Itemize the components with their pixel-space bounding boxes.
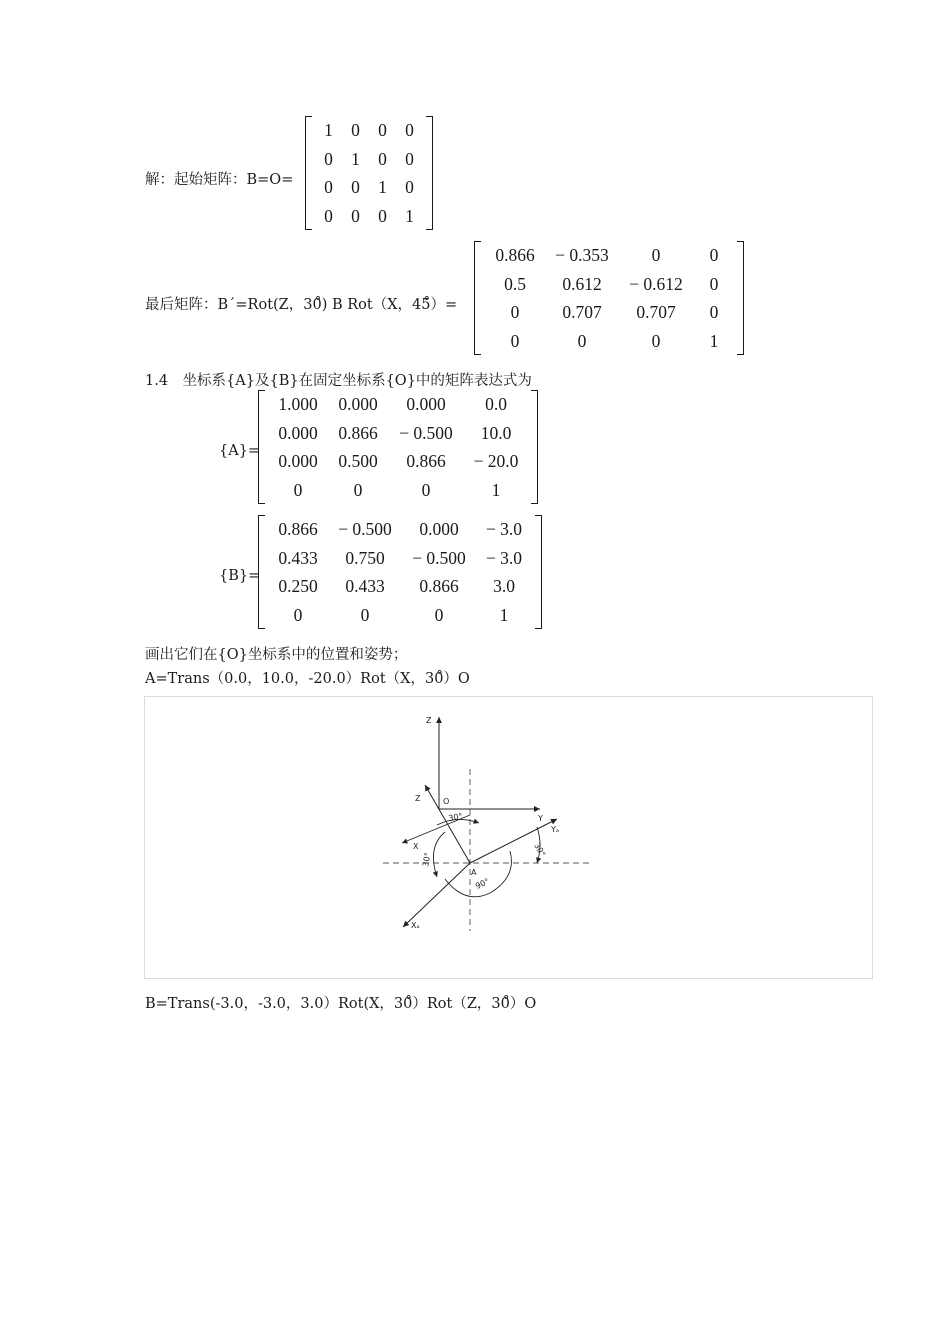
matrix-cell: 0.000 (278, 451, 318, 471)
problem-1-4-statement: 1.4 坐标系{A}及{B}在固定坐标系{O}中的矩阵表达式为 (145, 373, 532, 389)
matrix-cell: 0 (421, 479, 431, 500)
matrix-cell: − 0.353 (555, 245, 609, 265)
label-a: A (471, 868, 477, 877)
matrix-cell: − 20.0 (473, 451, 519, 471)
matrix-cell: 1 (709, 330, 719, 351)
matrix-cell: 0 (360, 604, 370, 625)
matrix-cell: 0.750 (345, 547, 385, 568)
a-matrix (258, 390, 538, 504)
matrix-cell: 0.612 (562, 273, 602, 294)
matrix-cell: 0 (405, 177, 414, 197)
matrix-cell: 0 (577, 330, 587, 351)
matrix-cell: 0.000 (278, 422, 318, 443)
matrix-cell: − 3.0 (485, 519, 523, 539)
matrix-cell: 0.707 (636, 302, 676, 322)
matrix-cell: 0 (709, 273, 719, 294)
matrix-cell: 0.707 (562, 302, 602, 322)
final-matrix (474, 241, 744, 355)
label-xa: Xₐ (411, 921, 420, 930)
matrix-cell: 0.500 (338, 451, 378, 471)
matrix-cell: 0 (353, 479, 363, 500)
coordinate-figure (144, 696, 873, 979)
label-za: Z (415, 794, 421, 803)
matrix-cell: 0 (378, 205, 387, 226)
matrix-cell: 0 (293, 479, 303, 500)
matrix-cell: 0 (351, 205, 360, 226)
matrix-cell: − 0.500 (412, 547, 466, 568)
matrix-cell: 0.000 (406, 394, 446, 414)
label-z: Z (426, 716, 432, 725)
label-x: X (413, 842, 419, 851)
matrix-cell: 0 (434, 604, 444, 625)
matrix-cell: 0.866 (495, 245, 535, 265)
matrix-cell: 0 (651, 330, 661, 351)
matrix-cell: 1 (405, 205, 414, 226)
matrix-cell: 0.866 (338, 422, 378, 443)
matrix-cell: 0 (651, 245, 661, 265)
matrix-cell: 0.000 (338, 394, 378, 414)
matrix-cell: 0 (293, 604, 303, 625)
matrix-cell: 0 (324, 148, 333, 169)
matrix-cell: − 0.500 (338, 519, 392, 539)
xa-axis (403, 863, 470, 927)
a-matrix-label: {A}= (219, 443, 261, 459)
label-ya: Yₐ (551, 825, 560, 834)
matrix-cell: 0.866 (406, 451, 446, 471)
angle-90: 90° (474, 876, 491, 891)
matrix-cell: 0.0 (485, 394, 507, 414)
angle-30-left: 30° (421, 851, 433, 868)
b-matrix (258, 515, 542, 629)
angle-30-top: 30° (447, 811, 464, 823)
matrix-cell: 0.866 (278, 519, 318, 539)
matrix-cell: 0 (324, 177, 333, 197)
matrix-cell: 1 (491, 479, 501, 500)
coordinate-diagram (145, 697, 872, 978)
matrix-cell: 0 (405, 148, 414, 169)
matrix-cell: 0.866 (419, 576, 459, 596)
matrix-cell: 1.000 (278, 394, 318, 414)
matrix-cell: 0 (351, 177, 360, 197)
matrix-cell: 0.000 (419, 519, 459, 539)
matrix-cell: − 0.500 (399, 422, 453, 443)
matrix-cell: 3.0 (493, 576, 515, 596)
matrix-cell: 0.250 (278, 576, 318, 596)
b-expression: B=Trans(-3.0，-3.0，3.0）Rot(X，30̊）Rot（Z，30̊）O (145, 996, 537, 1012)
final-matrix-label: 最后矩阵：B´=Rot(Z，30̊) B Rot（X，45̊）= (145, 297, 458, 313)
draw-instruction: 画出它们在{O}坐标系中的位置和姿势； (145, 647, 408, 663)
matrix-cell: 0 (378, 120, 387, 140)
matrix-cell: − 3.0 (485, 547, 523, 568)
matrix-cell: 1 (324, 120, 333, 140)
initial-matrix (305, 116, 433, 230)
matrix-cell: 0 (378, 148, 387, 169)
a-expression: A=Trans（0.0，10.0，-20.0）Rot（X，30̊）O (145, 671, 470, 687)
angle-arc-left (433, 832, 445, 877)
matrix-cell: 0 (510, 330, 520, 351)
label-o: O (443, 797, 450, 806)
matrix-cell: 0 (510, 302, 520, 322)
angle-30-right: 30° (532, 841, 548, 859)
matrix-cell: 0 (324, 205, 333, 226)
matrix-cell: 0.5 (504, 273, 526, 294)
matrix-cell: 0 (709, 245, 719, 265)
matrix-cell: 0 (405, 120, 414, 140)
matrix-cell: 1 (351, 148, 360, 169)
matrix-cell: − 0.612 (629, 273, 683, 294)
matrix-cell: 0 (351, 120, 360, 140)
matrix-cell: 0 (709, 302, 719, 322)
label-y: Y (538, 814, 543, 823)
matrix-cell: 10.0 (480, 422, 512, 443)
b-matrix-label: {B}= (219, 568, 261, 584)
matrix-cell: 0.433 (345, 576, 385, 596)
matrix-cell: 1 (378, 177, 387, 197)
ya-axis (470, 819, 560, 863)
matrix-cell: 1 (499, 604, 509, 625)
matrix-cell: 0.433 (278, 547, 318, 568)
solution-label: 解：起始矩阵：B=O= (145, 172, 294, 188)
